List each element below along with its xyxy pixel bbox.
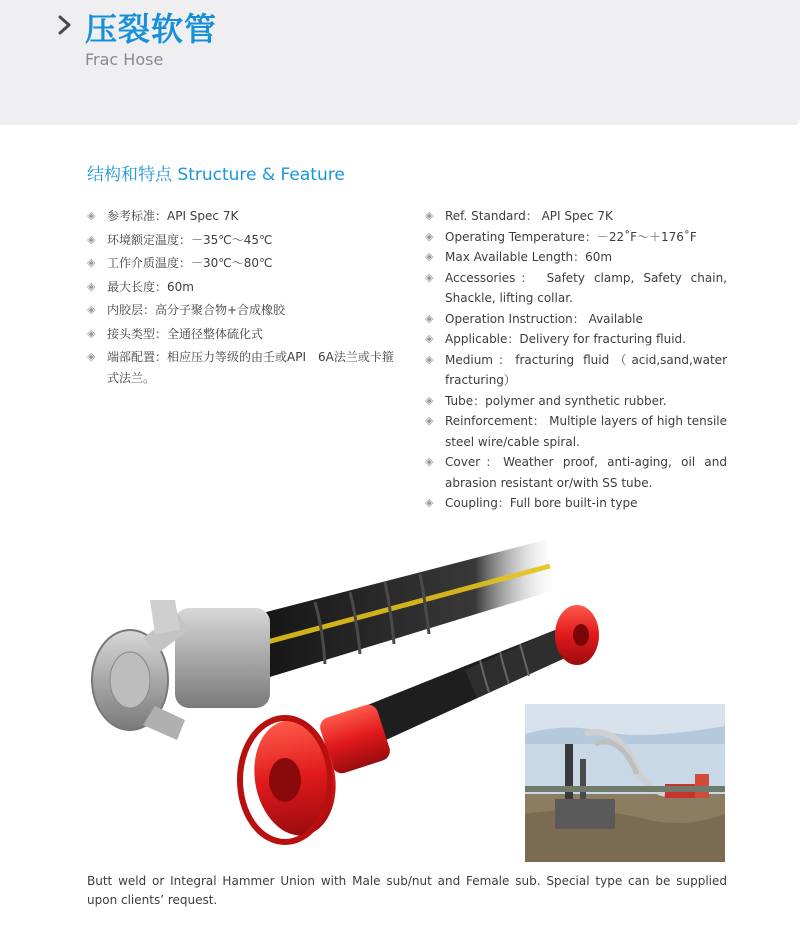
diamond-bullet-icon: ◈ — [425, 229, 434, 243]
diamond-bullet-icon: ◈ — [87, 279, 96, 293]
page-header — [0, 0, 800, 125]
chevron-right-icon — [54, 14, 76, 36]
diamond-bullet-icon: ◈ — [425, 455, 434, 468]
list-item: ◈ 内胶层：高分子聚合物+合成橡胶 — [87, 300, 407, 321]
list-item: ◈ Accessories： Safety clamp, Safety chain, Shackle, lifting collar. — [425, 268, 727, 309]
list-item: ◈ 工作介质温度：－30℃～80℃ — [87, 253, 407, 274]
list-item: ◈ 环境额定温度：－35℃～45℃ — [87, 230, 407, 251]
list-item: ◈ 最大长度：60m — [87, 277, 407, 298]
list-item: ◈ Coupling：Full bore built-in type — [425, 493, 727, 514]
list-item: ◈ 参考标准：API Spec 7K — [87, 206, 407, 227]
diamond-bullet-icon: ◈ — [87, 256, 96, 269]
diamond-bullet-icon: ◈ — [425, 414, 434, 427]
features-en-list — [425, 206, 727, 514]
diamond-bullet-icon: ◈ — [425, 250, 434, 263]
diamond-bullet-icon: ◈ — [425, 270, 434, 284]
list-item: ◈ Reinforcement： Multiple layers of high tensile steel wire/cable spiral. — [425, 411, 727, 452]
list-item: ◈ Ref. Standard： API Spec 7K — [425, 206, 727, 227]
diamond-bullet-icon: ◈ — [425, 332, 434, 345]
list-item: ◈ Tube：polymer and synthetic rubber. — [425, 391, 727, 412]
diamond-bullet-icon: ◈ — [87, 232, 96, 246]
hose-with-hammer-union — [92, 540, 555, 740]
diamond-bullet-icon: ◈ — [425, 496, 434, 509]
page-subtitle: Frac Hose — [85, 50, 164, 69]
list-item: ◈ Cover：Weather proof, anti-aging, oil and abrasion resistant or/with SS tube. — [425, 452, 727, 493]
diamond-bullet-icon: ◈ — [87, 326, 96, 340]
diamond-bullet-icon: ◈ — [425, 311, 434, 325]
page-title: 压裂软管 — [85, 10, 218, 48]
list-item: ◈ Medium：fracturing fluid（acid,sand,water fracturing） — [425, 350, 727, 391]
list-item: ◈ Operating Temperature：－22˚F～＋176˚F — [425, 227, 727, 248]
diamond-bullet-icon: ◈ — [425, 209, 434, 222]
diamond-bullet-icon: ◈ — [87, 350, 96, 363]
list-item: ◈ Max Available Length：60m — [425, 247, 727, 268]
field-site-photo — [525, 704, 725, 862]
section-title: 结构和特点 Structure & Feature — [87, 165, 345, 185]
footer-note: Butt weld or Integral Hammer Union with Male sub/nut and Female sub. Special type can be supplied upon clients’ request. — [87, 874, 727, 907]
list-item: ◈ Applicable：Delivery for fracturing fluid. — [425, 329, 727, 350]
diamond-bullet-icon: ◈ — [425, 352, 434, 366]
diamond-bullet-icon: ◈ — [425, 393, 434, 407]
list-item: ◈ Operation Instruction： Available — [425, 309, 727, 330]
diamond-bullet-icon: ◈ — [87, 209, 96, 222]
list-item: ◈ 端部配置：相应压力等级的由壬或API 6A法兰或卡箍式法兰。 — [87, 347, 397, 388]
list-item: ◈ 接头类型：全通径整体硫化式 — [87, 324, 407, 345]
diamond-bullet-icon: ◈ — [87, 303, 96, 316]
features-cn-list — [87, 206, 407, 388]
